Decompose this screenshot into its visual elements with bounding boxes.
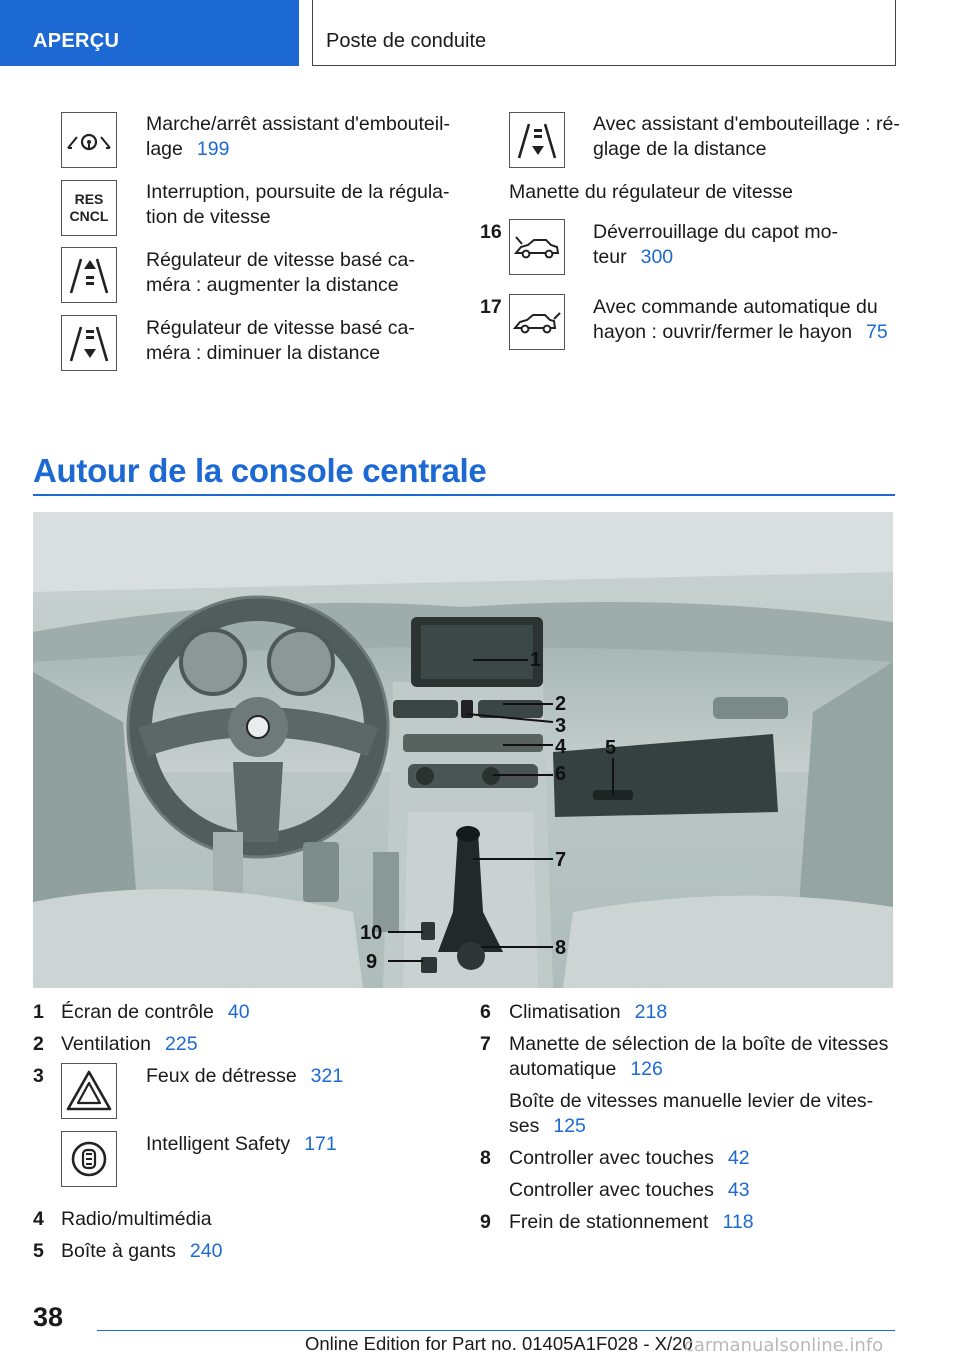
callout-1: 1 (530, 649, 542, 671)
callout-10: 10 (360, 922, 383, 944)
callout-3: 3 (555, 715, 567, 737)
row-hood-release: Déverrouillage du capot mo- teur 300 (593, 221, 838, 268)
page-ref-link[interactable]: 300 (640, 246, 674, 268)
row-steering-assist: Marche/arrêt assistant d'embouteil- lage 199 (146, 113, 450, 160)
page-number: 38 (33, 1302, 64, 1332)
section-heading: Autour de la console centrale (33, 452, 487, 489)
distance-decrease-icon (61, 315, 117, 371)
list-item: Boîte à gants 240 (61, 1240, 223, 1262)
list-item: Intelligent Safety 171 (146, 1133, 337, 1155)
item-number: 4 (33, 1208, 44, 1230)
hood-release-icon (509, 219, 565, 275)
cockpit-illustration (33, 512, 893, 988)
steering-assist-icon (61, 112, 117, 168)
chapter-title: Poste de conduite (312, 0, 896, 66)
row-distance-decrease: Régulateur de vitesse basé ca- méra : diminuer la distance (146, 317, 415, 364)
list-item: Climatisation 218 (509, 1001, 668, 1023)
row-distance-increase: Régulateur de vitesse basé ca- méra : augmenter la distance (146, 249, 415, 296)
callout-4: 4 (555, 736, 567, 758)
list-item: Ventilation 225 (61, 1033, 198, 1055)
page-ref-link[interactable]: 171 (304, 1133, 337, 1155)
svg-text:CNCL: CNCL (69, 208, 109, 224)
list-item: Radio/multimédia (61, 1208, 212, 1230)
row-res-cncl: Interruption, poursuite de la régula- tion de vitesse (146, 181, 450, 228)
res-cncl-icon (61, 180, 117, 236)
item-number: 17 (480, 296, 502, 318)
list-item: Écran de contrôle 40 (61, 1001, 250, 1023)
page-ref-link[interactable]: 126 (630, 1058, 663, 1080)
page-ref-link[interactable]: 321 (310, 1065, 344, 1087)
list-item: Frein de stationnement 118 (509, 1211, 754, 1233)
edition-text: Online Edition for Part no. 01405A1F028 - X/20 (305, 1333, 693, 1354)
intelligent-safety-icon (61, 1131, 117, 1187)
page-ref-link[interactable]: 225 (165, 1033, 198, 1055)
callout-2: 2 (555, 693, 567, 715)
page-ref-link[interactable]: 42 (727, 1147, 750, 1169)
distance-adjust-icon (509, 112, 565, 168)
page-ref-link[interactable]: 75 (866, 321, 888, 343)
page-ref-link[interactable]: 43 (727, 1179, 750, 1201)
item-number: 16 (480, 221, 502, 243)
page-ref-link[interactable]: 118 (722, 1211, 754, 1233)
page-ref-link[interactable]: 240 (189, 1240, 223, 1262)
item-number: 9 (480, 1211, 491, 1233)
tailgate-icon (509, 294, 565, 350)
cruise-lever-note: Manette du régulateur de vitesse (509, 181, 794, 203)
list-item: Controller avec touches 42 (509, 1147, 750, 1169)
page-ref-link[interactable]: 218 (634, 1001, 668, 1023)
item-number: 5 (33, 1240, 44, 1262)
footer-rule (97, 1330, 895, 1331)
item-number: 6 (480, 1001, 491, 1023)
callout-6: 6 (555, 763, 567, 785)
item-number: 3 (33, 1065, 44, 1087)
callout-8: 8 (555, 937, 567, 959)
distance-increase-icon (61, 247, 117, 303)
item-number: 7 (480, 1033, 491, 1055)
heading-rule (33, 494, 895, 496)
list-item: Manette de sélection de la boîte de vitesses automatique 126 (509, 1033, 889, 1080)
hazard-icon (61, 1063, 117, 1119)
callout-7: 7 (555, 849, 567, 871)
item-number: 8 (480, 1147, 491, 1169)
list-item: Boîte de vitesses manuelle levier de vites- ses 125 (509, 1090, 874, 1137)
item-number: 2 (33, 1033, 44, 1055)
svg-text:RES: RES (74, 191, 104, 207)
row-tailgate: Avec commande automatique du hayon : ouvrir/fermer le hayon 75 (593, 296, 888, 343)
page-ref-link[interactable]: 40 (227, 1001, 250, 1023)
callout-5: 5 (605, 737, 617, 759)
page-ref-link[interactable]: 199 (196, 138, 230, 160)
watermark: carmanualsonline.info (684, 1335, 884, 1356)
list-item: Controller avec touches 43 (509, 1179, 750, 1201)
section-tab: APERÇU (0, 0, 299, 66)
list-item: Feux de détresse 321 (146, 1065, 344, 1087)
page-ref-link[interactable]: 125 (553, 1115, 586, 1137)
item-number: 1 (33, 1001, 44, 1023)
callout-9: 9 (366, 951, 378, 973)
row-distance-adjust: Avec assistant d'embouteillage : ré- glage de la distance (593, 113, 900, 160)
